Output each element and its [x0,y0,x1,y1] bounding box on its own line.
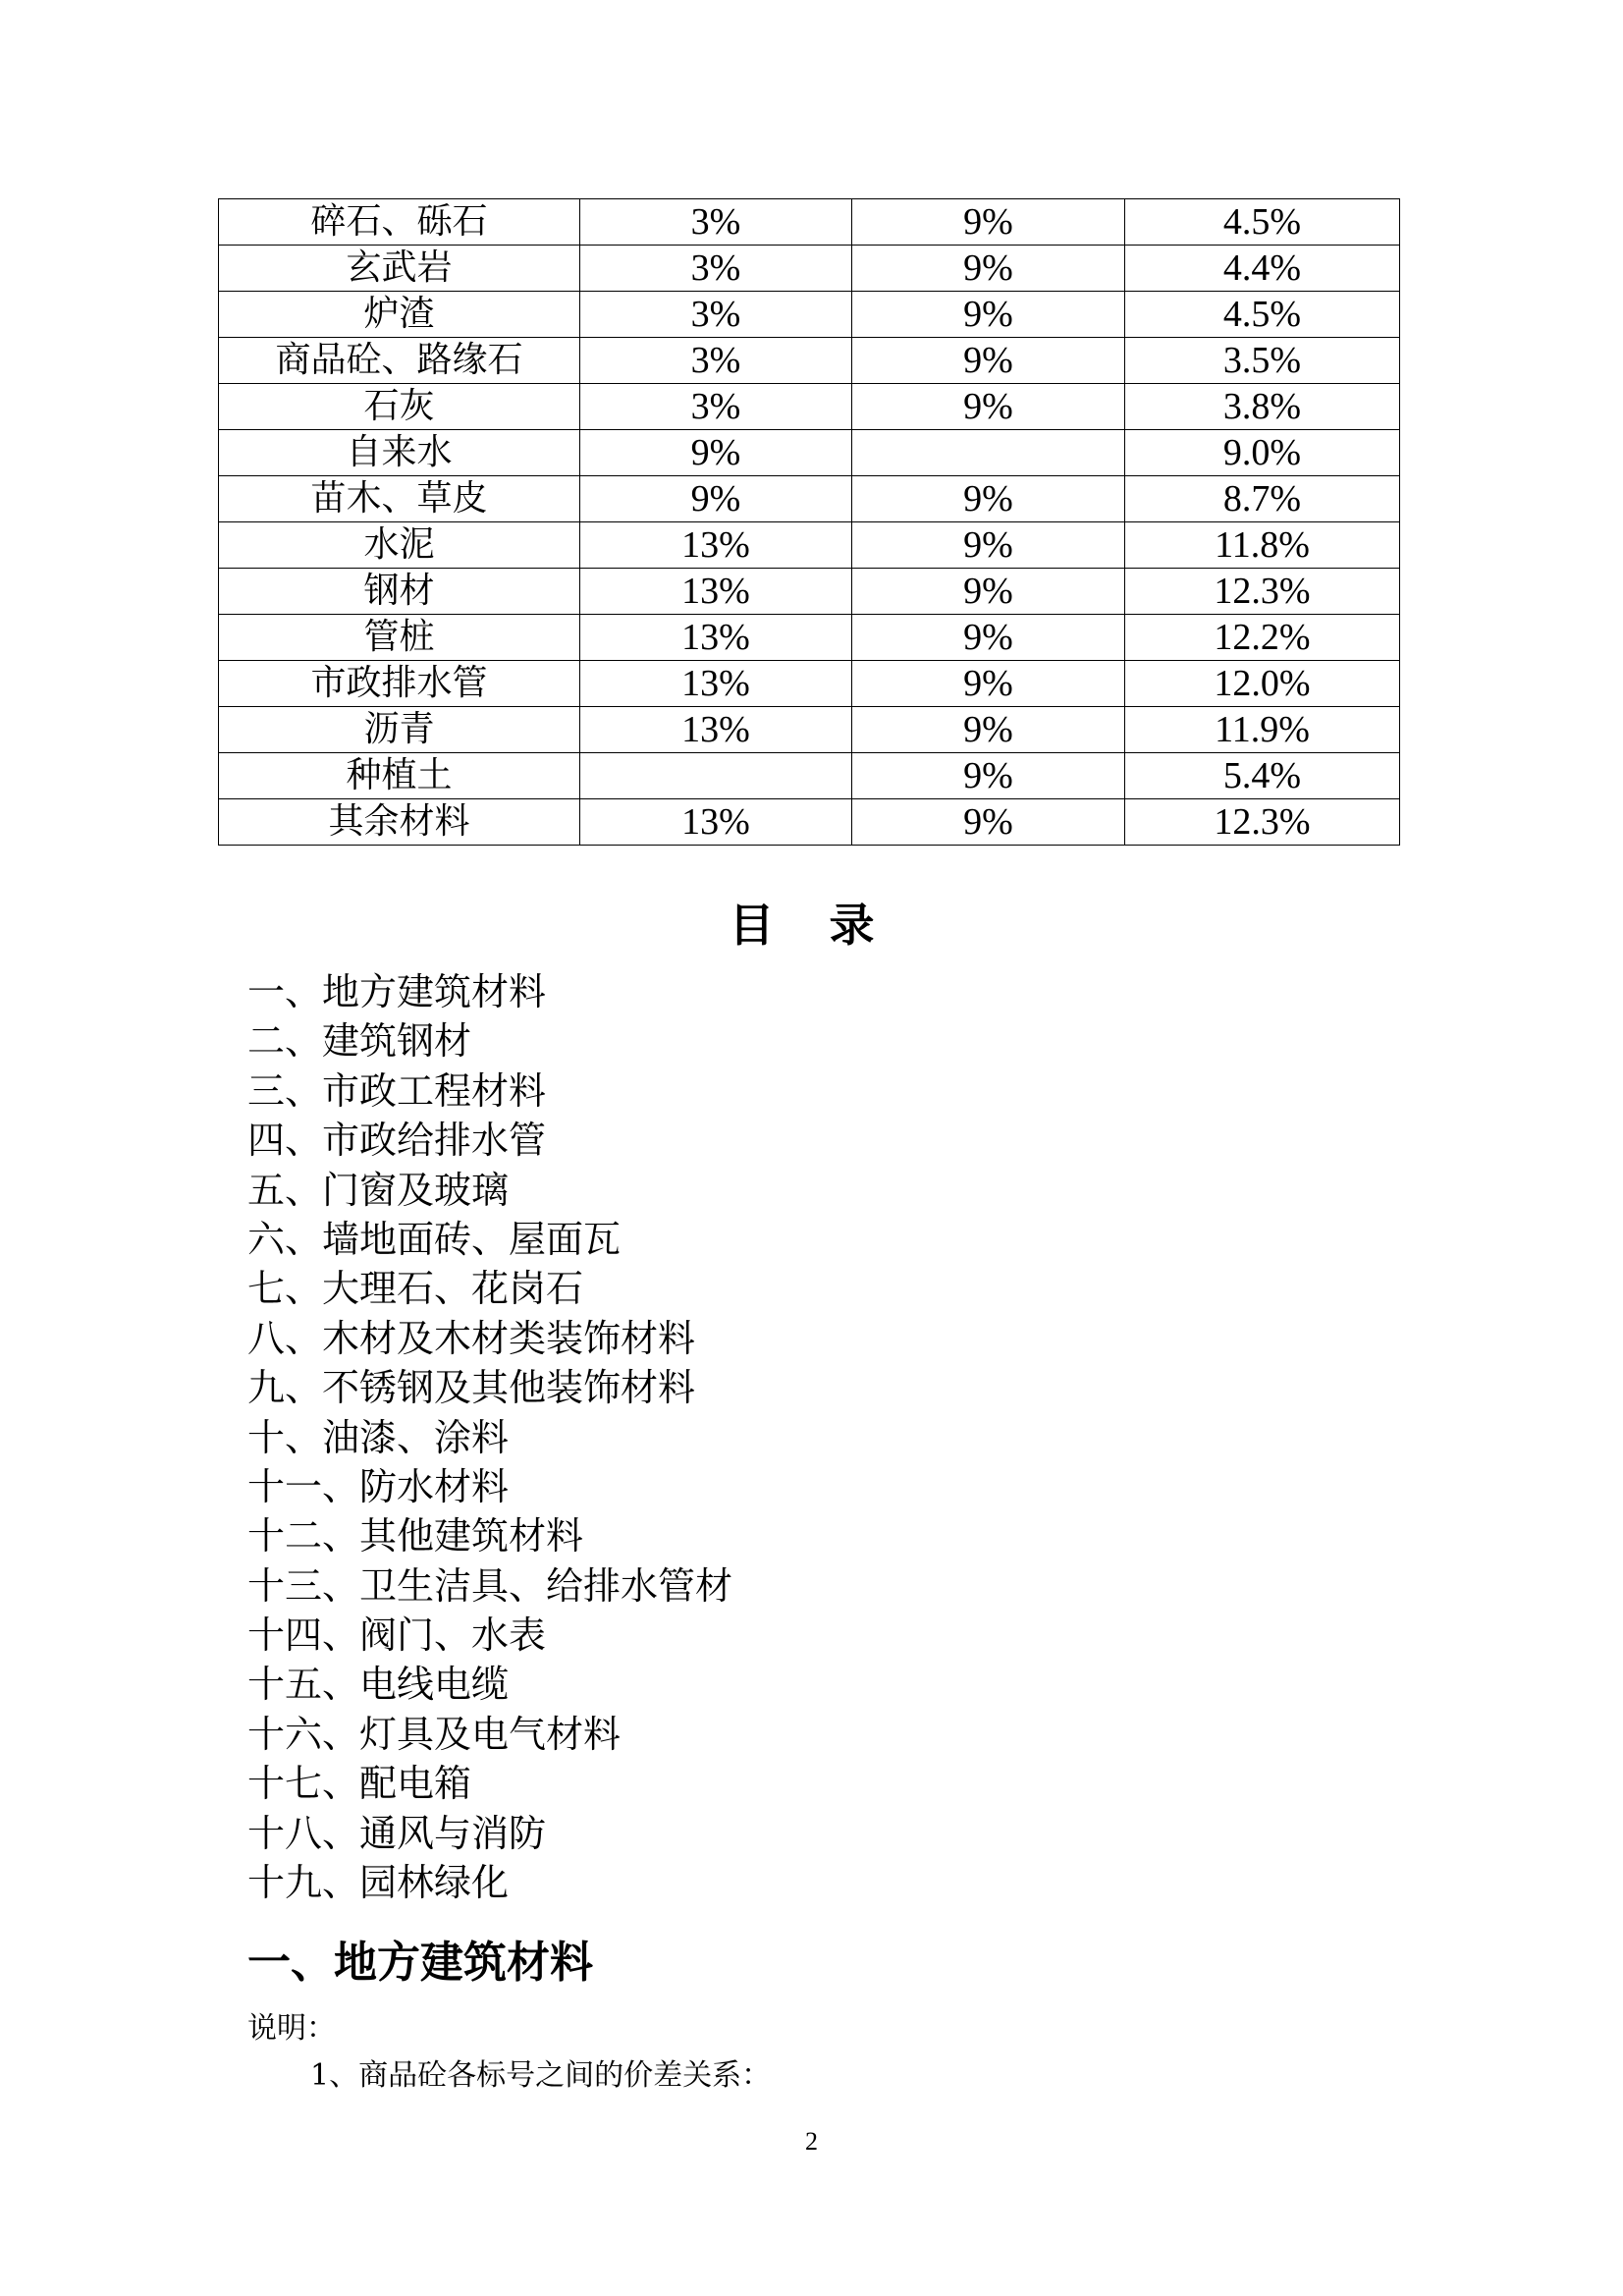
note-item: 1、商品砼各标号之间的价差关系： [310,2058,772,2093]
rate-cell: 9% [852,661,1125,707]
table-row [219,753,1400,799]
rate-cell: 4.4% [1125,246,1400,292]
toc-item: 八、木材及木材类装饰材料 [247,1316,696,1360]
rate-cell: 5.4% [1125,753,1400,799]
toc-item: 五、门窗及玻璃 [247,1168,510,1212]
table-row [219,199,1400,246]
toc-item: 六、墙地面砖、屋面瓦 [247,1217,622,1261]
table-row [219,338,1400,384]
material-name-cell: 碎石、砾石 [219,199,580,246]
rate-cell: 13% [580,799,852,846]
toc-item: 十二、其他建筑材料 [247,1514,584,1558]
tax-rate-table [218,198,1400,846]
toc-item: 十八、通风与消防 [247,1811,547,1855]
rate-cell: 12.2% [1125,615,1400,661]
rate-cell: 13% [580,707,852,753]
rate-cell: 9% [852,292,1125,338]
rate-cell: 13% [580,661,852,707]
rate-cell: 13% [580,522,852,569]
material-name-cell: 玄武岩 [219,246,580,292]
material-name-cell: 市政排水管 [219,661,580,707]
material-name-cell: 钢材 [219,569,580,615]
toc-item: 十七、配电箱 [247,1762,472,1806]
toc-item: 一、地方建筑材料 [247,970,547,1013]
table-row [219,476,1400,522]
rate-cell: 3% [580,338,852,384]
toc-item: 七、大理石、花岗石 [247,1267,584,1311]
toc-item: 十六、灯具及电气材料 [247,1712,622,1756]
rate-cell [580,753,852,799]
rate-cell: 9% [580,430,852,476]
rate-cell: 3.5% [1125,338,1400,384]
rate-cell: 9% [852,246,1125,292]
rate-cell: 9% [852,753,1125,799]
rate-cell: 3% [580,246,852,292]
table-row [219,430,1400,476]
rate-cell: 4.5% [1125,199,1400,246]
material-name-cell: 沥青 [219,707,580,753]
toc-item: 十四、阀门、水表 [247,1613,547,1658]
rate-cell: 9% [852,707,1125,753]
rate-cell: 9% [852,522,1125,569]
table-row [219,569,1400,615]
table-row [219,384,1400,430]
toc-title: 目 录 [729,899,894,952]
rate-cell: 3% [580,199,852,246]
rate-cell: 8.7% [1125,476,1400,522]
rate-cell: 9.0% [1125,430,1400,476]
toc-item: 十、油漆、涂料 [247,1415,510,1459]
material-name-cell: 水泥 [219,522,580,569]
material-name-cell: 商品砼、路缘石 [219,338,580,384]
rate-cell: 11.9% [1125,707,1400,753]
material-name-cell: 管桩 [219,615,580,661]
table-row [219,292,1400,338]
rate-cell: 3% [580,384,852,430]
table-row [219,522,1400,569]
toc-item: 十五、电线电缆 [247,1663,510,1707]
rate-cell: 9% [852,476,1125,522]
rate-cell: 9% [852,799,1125,846]
toc-item: 十九、园林绿化 [247,1861,510,1905]
tax-rate-table-body [219,199,1400,846]
toc-item: 三、市政工程材料 [247,1068,547,1113]
rate-cell [852,430,1125,476]
material-name-cell: 炉渣 [219,292,580,338]
rate-cell: 12.0% [1125,661,1400,707]
note-label: 说明： [247,2011,336,2046]
rate-cell: 9% [580,476,852,522]
table-row [219,246,1400,292]
table-row [219,707,1400,753]
rate-cell: 3.8% [1125,384,1400,430]
toc-item: 十三、卫生洁具、给排水管材 [247,1563,733,1608]
page-number: 2 [805,2127,818,2156]
rate-cell: 4.5% [1125,292,1400,338]
toc-item: 二、建筑钢材 [247,1019,472,1064]
toc-item: 四、市政给排水管 [247,1119,547,1163]
section-heading: 一、地方建筑材料 [247,1938,593,1988]
rate-cell: 12.3% [1125,569,1400,615]
rate-cell: 13% [580,569,852,615]
rate-cell: 9% [852,199,1125,246]
material-name-cell: 自来水 [219,430,580,476]
table-row [219,661,1400,707]
rate-cell: 13% [580,615,852,661]
material-name-cell: 种植土 [219,753,580,799]
material-name-cell: 其余材料 [219,799,580,846]
rate-cell: 9% [852,384,1125,430]
rate-cell: 9% [852,338,1125,384]
rate-cell: 9% [852,615,1125,661]
toc-item: 十一、防水材料 [247,1464,510,1508]
table-row [219,615,1400,661]
material-name-cell: 石灰 [219,384,580,430]
toc-list [247,967,732,1907]
rate-cell: 12.3% [1125,799,1400,846]
rate-cell: 9% [852,569,1125,615]
rate-cell: 3% [580,292,852,338]
material-name-cell: 苗木、草皮 [219,476,580,522]
toc-item: 九、不锈钢及其他装饰材料 [247,1366,696,1410]
table-row [219,799,1400,846]
rate-cell: 11.8% [1125,522,1400,569]
